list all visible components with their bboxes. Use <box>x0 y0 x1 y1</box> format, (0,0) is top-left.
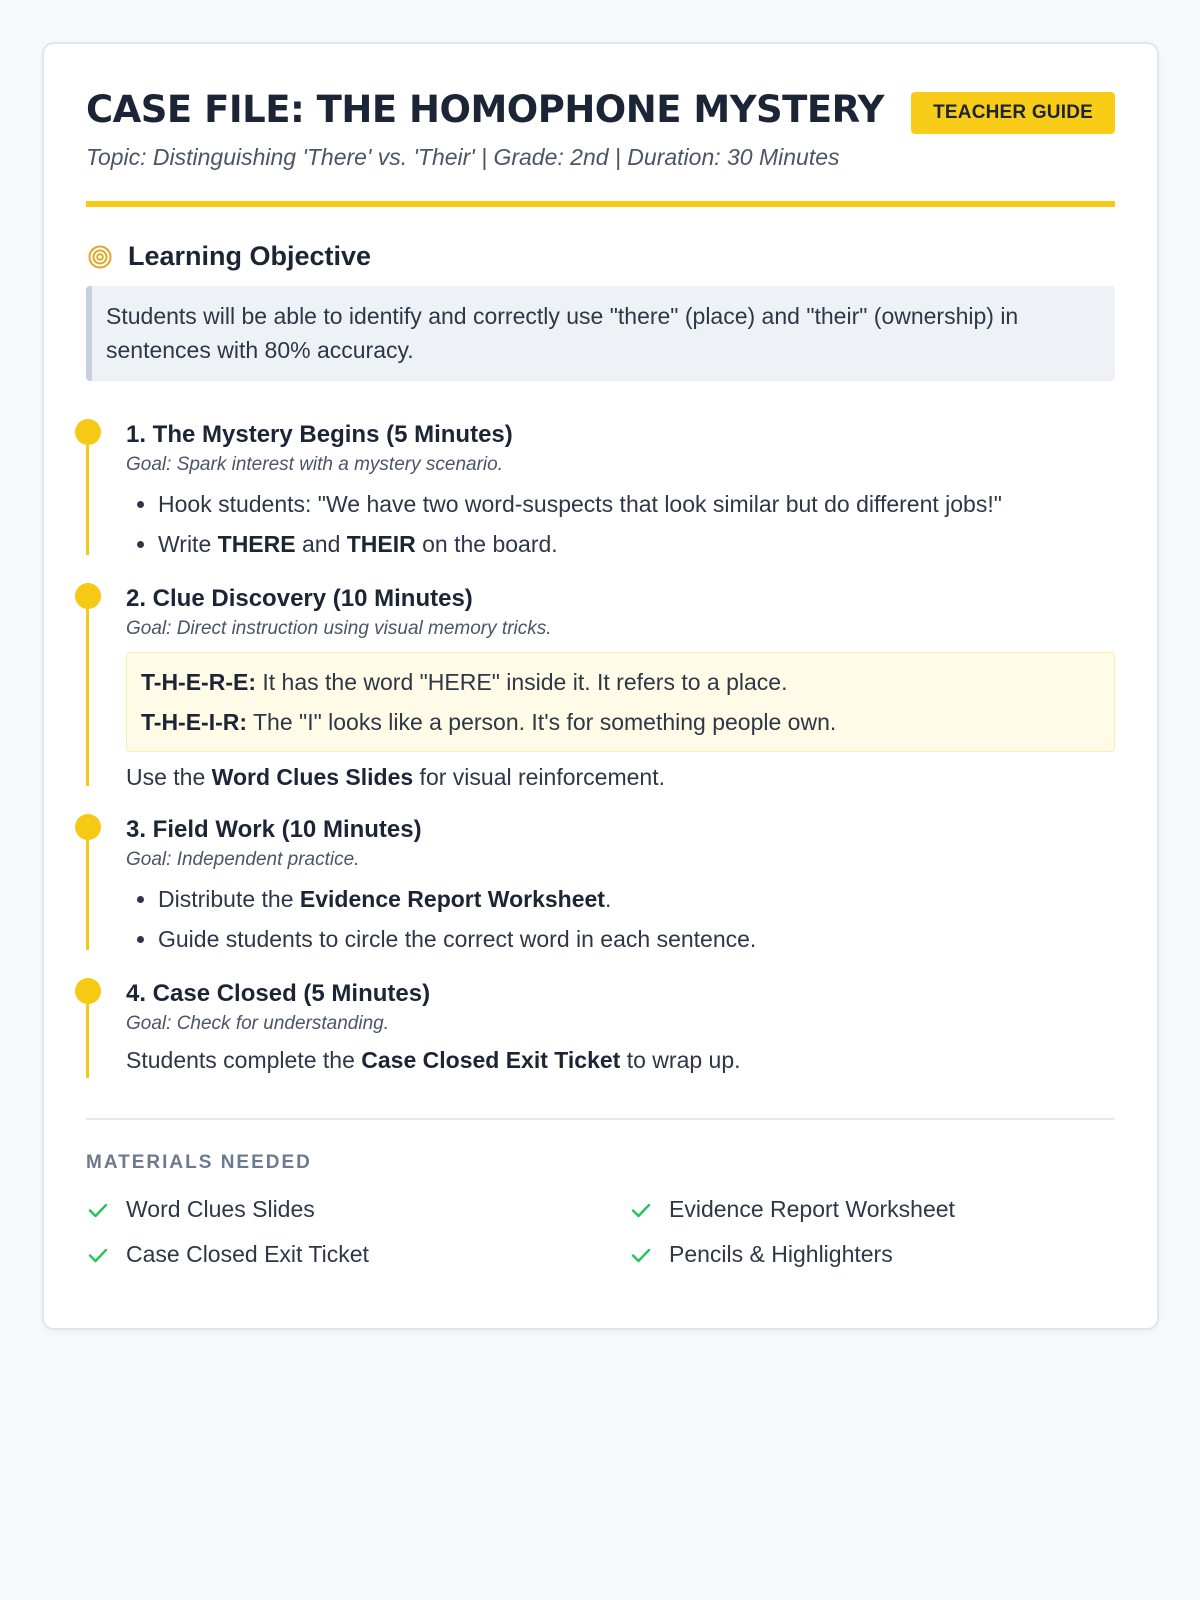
timeline-dot <box>75 814 101 840</box>
list-item <box>629 1196 1115 1223</box>
list-item <box>158 524 1115 564</box>
text: for visual reinforcement. <box>413 764 665 790</box>
list-item: • Guide students to circle the correct word in each sentence. <box>158 919 1115 959</box>
clue-label: T-H-E-R-E: <box>141 669 256 695</box>
check-icon <box>629 1198 653 1222</box>
text: Use the <box>126 764 212 790</box>
step-1 <box>86 421 1115 555</box>
lesson-card <box>42 42 1159 1330</box>
materials-section <box>86 1118 1115 1268</box>
text: Write <box>158 531 218 557</box>
check-icon <box>86 1243 110 1267</box>
step-goal: Goal: Independent practice. <box>126 849 360 870</box>
clue-text: The "I" looks like a person. It's for something people own. <box>247 709 837 735</box>
check-icon <box>86 1198 110 1222</box>
page-title: CASE FILE: THE HOMOPHONE MYSTERY <box>86 88 884 131</box>
material-label: Word Clues Slides <box>126 1196 315 1222</box>
list-item <box>86 1241 629 1268</box>
material-ref: Word Clues Slides <box>211 764 414 790</box>
objective-text: Students will be able to identify and correctly use "there" (place) and "their" (ownership) in sentences with 80% accuracy. <box>86 286 1115 381</box>
text: on the board. <box>415 531 558 557</box>
step-bullets <box>126 484 1115 564</box>
step-2 <box>86 585 1115 790</box>
target-icon <box>88 245 112 269</box>
step-title: 2. Clue Discovery (10 Minutes) <box>126 585 473 612</box>
teacher-guide-badge: TEACHER GUIDE <box>911 92 1115 134</box>
text: to wrap up. <box>620 1047 741 1073</box>
text: . <box>604 886 612 912</box>
material-ref: Case Closed Exit Ticket <box>361 1047 621 1073</box>
step-goal: Goal: Spark interest with a mystery scenario. <box>126 454 503 475</box>
objective-title: Learning Objective <box>128 241 372 271</box>
list-item <box>158 879 1115 919</box>
keyword-there: THERE <box>217 531 296 557</box>
material-ref: Evidence Report Worksheet <box>299 886 605 912</box>
list-item <box>629 1241 1115 1268</box>
timeline-dot <box>75 978 101 1004</box>
step-4 <box>86 980 1115 1078</box>
objective-heading <box>86 241 1115 272</box>
material-label: Case Closed Exit Ticket <box>126 1241 369 1267</box>
clue-their <box>141 702 1100 742</box>
materials-title: MATERIALS NEEDED <box>86 1152 312 1173</box>
materials-list <box>86 1196 1115 1268</box>
step-title: 3. Field Work (10 Minutes) <box>126 816 422 843</box>
text: Distribute the <box>158 886 300 912</box>
step-goal: Goal: Check for understanding. <box>126 1013 389 1034</box>
lesson-subtitle: Topic: Distinguishing 'There' vs. 'Their' | Grade: 2nd | Duration: 30 Minutes <box>86 144 840 170</box>
text: and <box>295 531 347 557</box>
step-title: 4. Case Closed (5 Minutes) <box>126 980 431 1007</box>
step-3 <box>86 816 1115 950</box>
material-label: Pencils & Highlighters <box>669 1241 893 1267</box>
clue-label: T-H-E-I-R: <box>141 709 248 735</box>
step-title: 1. The Mystery Begins (5 Minutes) <box>126 421 513 448</box>
header <box>86 44 1115 207</box>
check-icon <box>629 1243 653 1267</box>
material-label: Evidence Report Worksheet <box>669 1196 955 1222</box>
timeline-dot <box>75 419 101 445</box>
step-note <box>126 760 1115 794</box>
list-item <box>86 1196 629 1223</box>
step-text <box>126 1043 1115 1077</box>
step-goal: Goal: Direct instruction using visual memory tricks. <box>126 618 552 639</box>
list-item: • Hook students: "We have two word-suspects that look similar but do different jobs!" <box>158 484 1115 524</box>
clue-box <box>126 652 1115 752</box>
text: Students complete the <box>126 1047 362 1073</box>
timeline-dot <box>75 583 101 609</box>
step-bullets <box>126 879 1115 959</box>
clue-there <box>141 662 1100 702</box>
keyword-their: THEIR <box>346 531 416 557</box>
clue-text: It has the word "HERE" inside it. It refers to a place. <box>255 669 788 695</box>
lesson-timeline <box>86 421 1115 1078</box>
